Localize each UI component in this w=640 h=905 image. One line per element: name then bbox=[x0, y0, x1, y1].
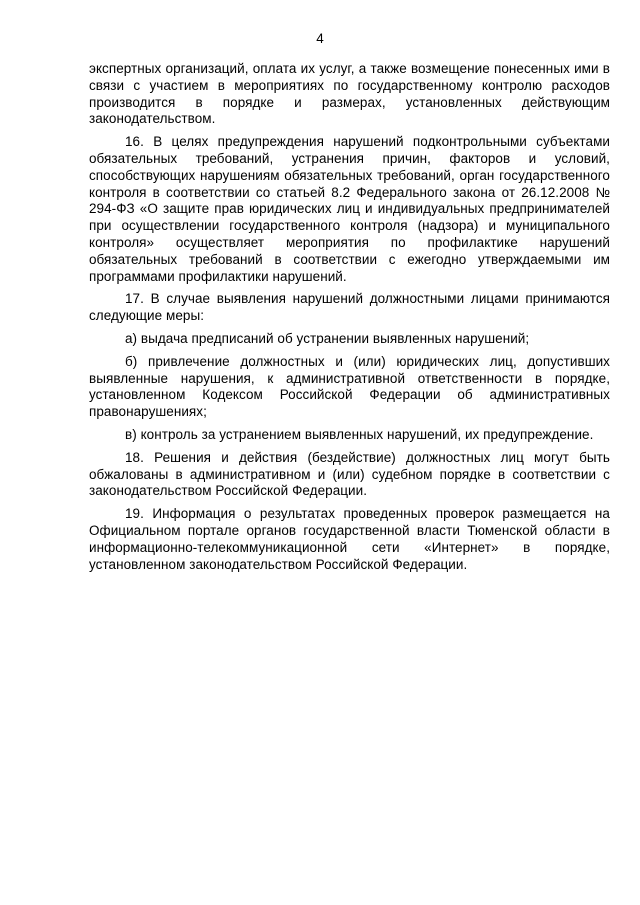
paragraph-17-item-b: б) привлечение должностных и (или) юридических лиц, допустивших выявленные нарушения, к административной ответственности в порядке, установленном Кодексом Российской Федерации об административных правонарушениях; bbox=[89, 353, 610, 420]
paragraph-continuation: экспертных организаций, оплата их услуг, а также возмещение понесенных ими в связи с участием в мероприятиях по государственному контролю расходов производится в порядке и размерах, установленных действующим законодательством. bbox=[89, 61, 610, 127]
document-body bbox=[89, 61, 610, 573]
paragraph-19: 19. Информация о результатах проведенных проверок размещается на Официальном портале органов государственной власти Тюменской области в информационно-телекоммуникационной сети «Интернет» в порядке, установленном законодательством Российской Федерации. bbox=[89, 506, 610, 572]
paragraph-17-item-c: в) контроль за устранением выявленных нарушений, их предупреждение. bbox=[125, 426, 594, 442]
paragraph-17-item-a: а) выдача предписаний об устранении выявленных нарушений; bbox=[125, 330, 530, 346]
paragraph-16: 16. В целях предупреждения нарушений подконтрольными субъектами обязательных требований, устранения причин, факторов и условий, способствующих нарушениям обязательных требований, орган государственного контроля в соответствии со статьей 8.2 Федерального закона от 26.12.2008 № 294-ФЗ «О защите прав юридических лиц и индивидуальных предпринимателей при осуществлении государственного контроля (надзора) и муниципального контроля» осуществляет мероприятия по профилактике нарушений обязательных требований в соответствии с ежегодно утверждаемыми им программами профилактики нарушений. bbox=[89, 134, 610, 284]
page-number: 4 bbox=[316, 31, 324, 46]
paragraph-18: 18. Решения и действия (бездействие) должностных лиц могут быть обжалованы в административном и (или) судебном порядке в соответствии с законодательством Российской Федерации. bbox=[89, 449, 610, 499]
paragraph-17: 17. В случае выявления нарушений должностными лицами принимаются следующие меры: bbox=[89, 291, 610, 324]
